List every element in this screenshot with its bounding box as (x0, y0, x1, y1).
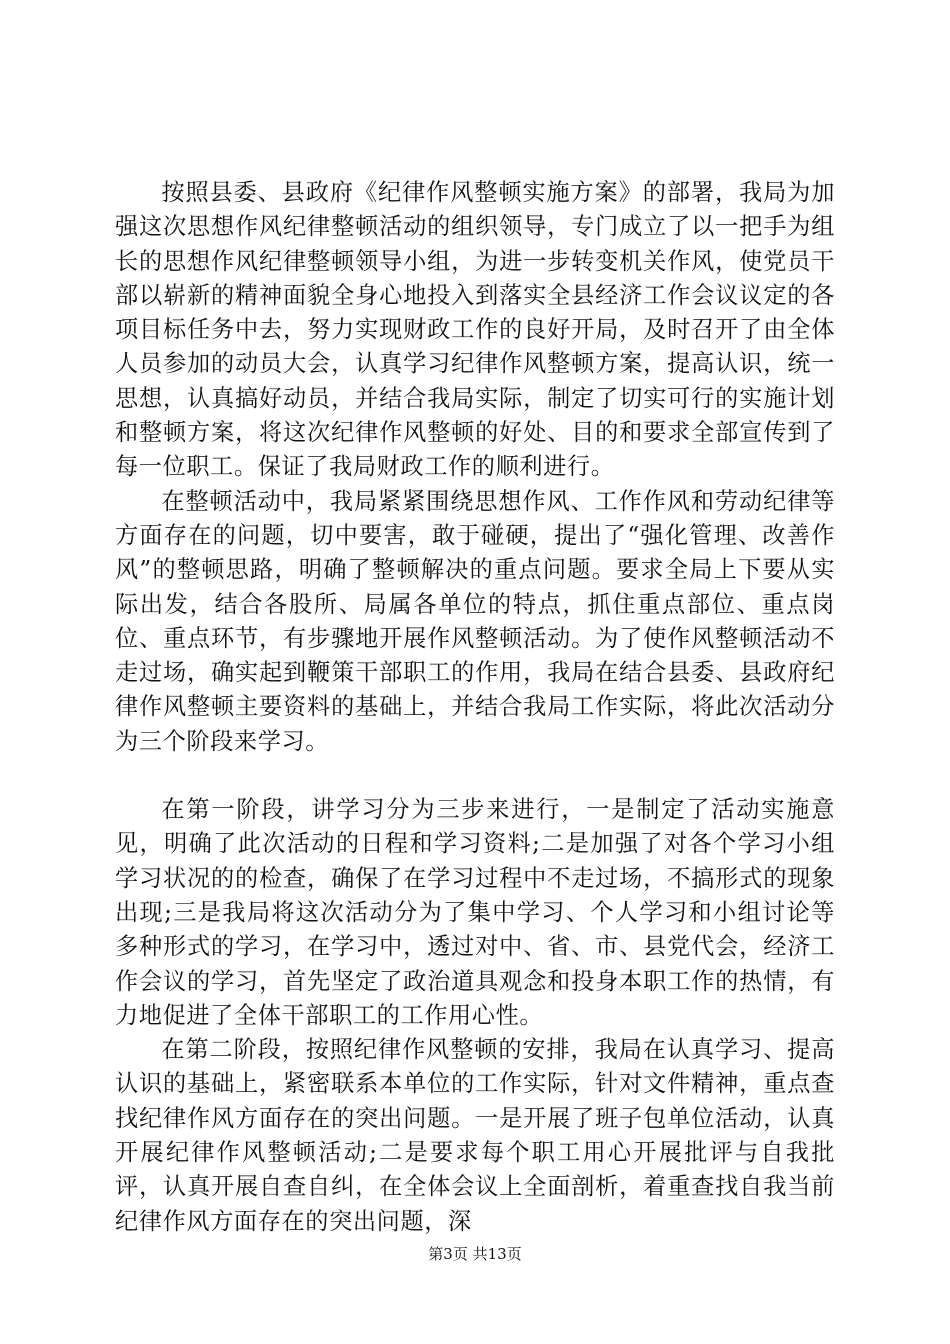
paragraph-spacer (115, 759, 835, 793)
paragraph-3: 在第一阶段，讲学习分为三步来进行，一是制定了活动实施意见，明确了此次活动的日程和学习资料;二是加强了对各个学习小组学习状况的的检查，确保了在学习过程中不走过场，不搞形式的现象出现;三是我局将这次活动分为了集中学习、个人学习和小组讨论等多种形式的学习，在学习中，透过对中、省、市、县党代会，经济工作会议的学习，首先坚定了政治道具观念和投身本职工作的热情，有力地促进了全体干部职工的工作用心性。 (115, 796, 835, 1029)
paragraph-1: 按照县委、县政府《纪律作风整顿实施方案》的部署，我局为加强这次思想作风纪律整顿活动的组织领导，专门成立了以一把手为组长的思想作风纪律整顿领导小组，为进一步转变机关作风，使党员干部以崭新的精神面貌全身心地投入到落实全县经济工作会议议定的各项目标任务中去，努力实现财政工作的良好开局，及时召开了由全体人员参加的动员大会，认真学习纪律作风整顿方案，提高认识，统一思想，认真搞好动员，并结合我局实际，制定了切实可行的实施计划和整顿方案，将这次纪律作风整顿的好处、目的和要求全部宣传到了每一位职工。保证了我局财政工作的顺利进行。 (115, 179, 835, 481)
document-body (115, 176, 835, 1239)
paragraph-2: 在整顿活动中，我局紧紧围绕思想作风、工作作风和劳动纪律等方面存在的问题，切中要害，敢于碰硬，提出了“强化管理、改善作风”的整顿思路，明确了整顿解决的重点问题。要求全局上下要从实际出发，结合各股所、局属各单位的特点，抓住重点部位、重点岗位、重点环节，有步骤地开展作风整顿活动。为了使作风整顿活动不走过场，确实起到鞭策干部职工的作用，我局在结合县委、县政府纪律作风整顿主要资料的基础上，并结合我局工作实际，将此次活动分为三个阶段来学习。 (115, 487, 835, 755)
page-footer: 第3页 共13页 (428, 1245, 522, 1263)
paragraph-4: 在第二阶段，按照纪律作风整顿的安排，我局在认真学习、提高认识的基础上，紧密联系本单位的工作实际，针对文件精神，重点查找纪律作风方面存在的突出问题。一是开展了班子包单位活动，认真开展纪律作风整顿活动;二是要求每个职工用心开展批评与自我批评，认真开展自查自纠，在全体会议上全面剖析，着重查找自我当前纪律作风方面存在的突出问题，深 (115, 1036, 835, 1235)
